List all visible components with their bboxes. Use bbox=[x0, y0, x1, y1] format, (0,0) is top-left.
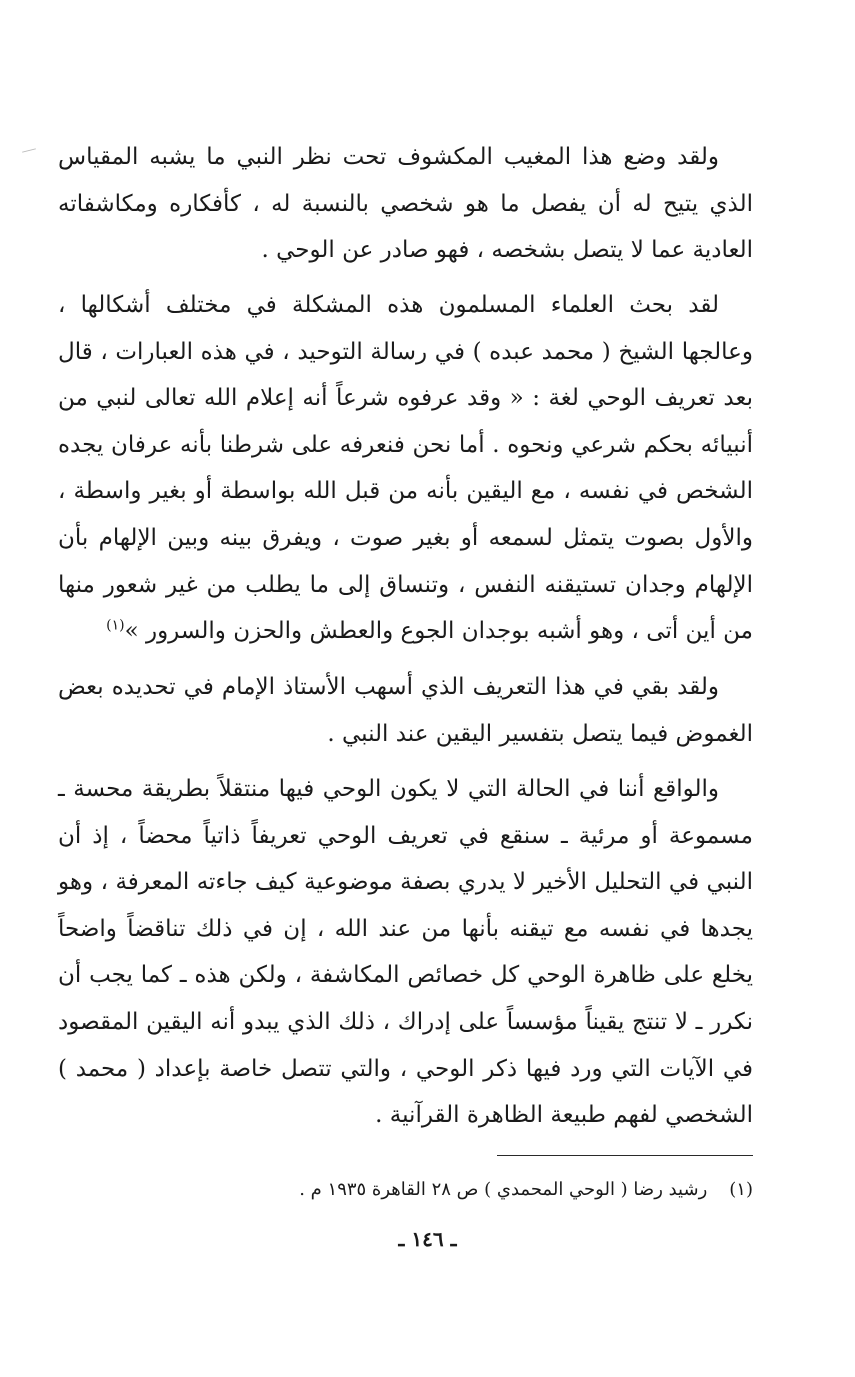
paragraph-4-text: والواقع أننا في الحالة التي لا يكون الوحي فيها منتقلاً بطريقة محسة ـ مسموعة أو مرئية ـ سنقع في تعريف الوحي تعريفاً ذاتياً محضاً ، إذ أن النبي في التحليل الأخير لا يدري بصفة موضوعية كيف جاءته المعرفة ، وهو يجدها في نفسه مع تيقنه بأنها من عند الله ، إن في ذلك تناقضاً واضحاً يخلع على ظاهرة الوحي كل خصائص المكاشفة ، ولكن هذه ـ كما يجب أن نكرر ـ لا تنتج يقيناً مؤسساً على إدراك ، ذلك الذي يبدو أنه اليقين المقصود في الآيات التي ورد فيها ذكر الوحي ، والتي تتصل خاصة بإعداد ( محمد ) الشخصي لفهم طبيعة الظاهرة القرآنية . bbox=[58, 776, 753, 1129]
footnote-text: رشيد رضا ( الوحي المحمدي ) ص ٢٨ القاهرة ١٩٣٥ م . bbox=[299, 1179, 708, 1200]
paragraph-1 bbox=[58, 134, 753, 274]
footnote-number: (١) bbox=[729, 1179, 753, 1200]
paragraph-3 bbox=[58, 664, 753, 757]
page-number: ـ ١٤٦ ـ bbox=[398, 1227, 457, 1251]
paragraph-1-text: ولقد وضع هذا المغيب المكشوف تحت نظر النبي ما يشبه المقياس الذي يتيح له أن يفصل ما هو شخصي بالنسبة له ، كأفكاره ومكاشفاته العادية عما لا يتصل بشخصه ، فهو صادر عن الوحي . bbox=[58, 144, 753, 264]
paragraph-2 bbox=[58, 282, 753, 655]
paragraph-3-text: ولقد بقي في هذا التعريف الذي أسهب الأستاذ الإمام في تحديده بعض الغموض فيما يتصل بتفسير اليقين عند النبي . bbox=[58, 674, 753, 747]
footnote-reference[interactable]: (١) bbox=[106, 617, 125, 634]
footnote bbox=[58, 1175, 753, 1205]
paragraph-4 bbox=[58, 766, 753, 1139]
paragraph-2-text bbox=[58, 282, 753, 655]
margin-mark bbox=[22, 148, 36, 152]
footnote-divider bbox=[497, 1155, 753, 1156]
quotation-text: لقد بحث العلماء المسلمون هذه المشكلة في مختلف أشكالها ، وعالجها الشيخ ( محمد عبده ) في رسالة التوحيد ، في هذه العبارات ، قال بعد تعريف الوحي لغة : « وقد عرفوه شرعاً أنه إعلام الله تعالى لنبي من أنبيائه بحكم شرعي ونحوه . أما نحن فنعرفه على شرطنا بأنه عرفان يجده الشخص في نفسه ، مع اليقين بأنه من قبل الله بواسطة أو بغير واسطة ، والأول بصوت يتمثل لسمعه أو بغير صوت ، ويفرق بينه وبين الإلهام بأن الإلهام وجدان تستيقنه النفس ، وتنساق إلى ما يطلب من غير شعور منها من أين أتى ، وهو أشبه بوجدان الجوع والعطش والحزن والسرور » bbox=[58, 292, 753, 645]
